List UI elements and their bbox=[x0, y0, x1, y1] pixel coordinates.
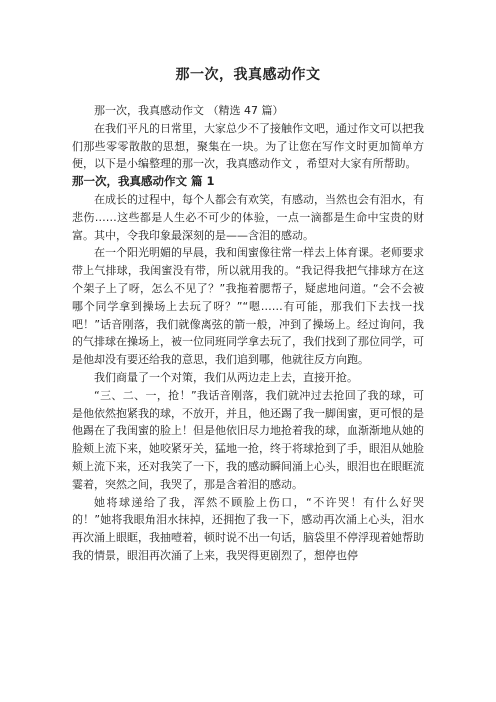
section-heading: 那一次，我真感动作文 篇 1 bbox=[72, 174, 215, 189]
body-paragraph-5: 她将球递给了我，浑然不顾脸上伤口，“不许哭！有什么好哭的！”她将我眼角泪水抹掉，还拥抱了我一下，感动再次涌上心头，泪水再次涌上眼眶，我抽噎着，顿时说不出一句话，脑袋里不停浮现着她帮助我的情景，眼泪再次涌了上来，我哭得更剧烈了，想停也停 bbox=[72, 495, 424, 562]
body-paragraph-2: 在一个阳光明媚的早晨，我和闺蜜像往常一样去上体育课。老师要求带上气排球，我闺蜜没有带，所以就用我的。“我记得我把气排球方在这个架子上了呀，怎么不见了？”我拖着腮帮子，疑虑地问道。“会不会被哪个同学拿到操场上去玩了呀？”“嗯……有可能，那我们下去找一找吧！”话音刚落，我们就像离弦的箭一般，冲到了操场上。经过询问，我的气排球在操场上，被一位同班同学拿去玩了，我们找到了那位同学，可是他却没有要还给我的意思，我们追到哪，他就往反方向跑。 bbox=[72, 246, 424, 367]
body-paragraph-1: 在成长的过程中，每个人都会有欢笑，有感动，当然也会有泪水，有悲伤……这些都是人生必不可少的体验，一点一滴都是生命中宝贵的财富。其中，令我印象最深刻的是——含泪的感动。 bbox=[72, 192, 424, 242]
document-subtitle: 那一次，我真感动作文 （精选 47 篇） bbox=[94, 104, 284, 117]
intro-paragraph: 在我们平凡的日常里，大家总少不了接触作文吧，通过作文可以把我们那些零零散散的思想，聚集在一块。为了让您在写作文时更加简单方便，以下是小编整理的那一次，我真感动作文 ，希望对大家有所帮助。 bbox=[72, 121, 424, 171]
body-paragraph-4: “三、二、一，抢！”我话音刚落，我们就冲过去抢回了我的球，可是他依然抱紧我的球，不放开，并且，他还踢了我一脚闺蜜，更可恨的是他踢在了我闺蜜的脸上！但是他依旧尽力地抢着我的球，血渐渐地从她的脸颊上流下来，她咬紧牙关，猛地一抢，终于将球抢到了手，眼泪从她脸颊上流下来，还对我笑了一下，我的感动瞬间涌上心头，眼泪也在眼眶流霎着，突然之间，我哭了，那是含着泪的感动。 bbox=[72, 388, 424, 491]
body-paragraph-3: 我们商量了一个对策，我们从两边走上去，直接开抢。 bbox=[94, 370, 358, 384]
document-title: 那一次，我真感动作文 bbox=[175, 67, 321, 83]
